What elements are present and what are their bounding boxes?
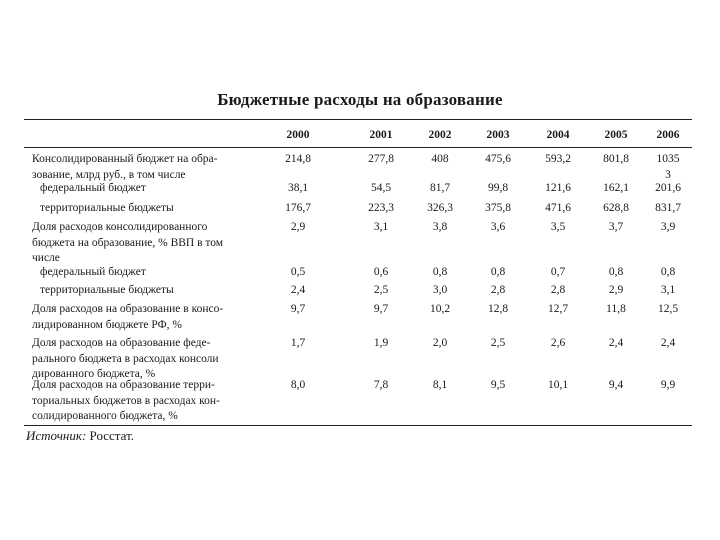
table-cell: 0,7 — [550, 266, 566, 278]
table-cell: 3,0 — [432, 284, 448, 296]
table-cell: 3,9 — [660, 221, 676, 233]
row-label: территориальные бюджеты — [40, 202, 174, 214]
table-cell: 176,7 — [285, 202, 311, 214]
table-cell: 0,8 — [432, 266, 448, 278]
table-cell: 3,8 — [432, 221, 448, 233]
table-cell: 475,6 — [485, 153, 511, 165]
row-label: территориальные бюджеты — [40, 284, 174, 296]
table-cell: 162,1 — [603, 182, 629, 194]
table-cell: 2,4 — [290, 284, 306, 296]
source-note — [26, 428, 134, 444]
year-header: 2000 — [286, 129, 310, 141]
table-cell: 0,5 — [290, 266, 306, 278]
year-header: 2006 — [656, 129, 680, 141]
table-cell: 8,0 — [290, 379, 306, 391]
row-label: федеральный бюджет — [40, 266, 146, 278]
table-cell: 3,1 — [373, 221, 389, 233]
table-cell: 3,7 — [608, 221, 624, 233]
table-cell: 831,7 — [655, 202, 681, 214]
table-cell: 2,4 — [608, 337, 624, 349]
table-cell: 2,8 — [490, 284, 506, 296]
row-label: Доля расходов консолидированного бюджета на образование, % ВВП в том числе — [32, 221, 224, 264]
table-cell: 408 — [431, 153, 449, 165]
year-header: 2004 — [546, 129, 570, 141]
table-cell: 9,5 — [490, 379, 506, 391]
table-top-rule — [24, 119, 692, 120]
table-cell: 375,8 — [485, 202, 511, 214]
row-label: Доля расходов на образование терри- ториальных бюджетов в расходах кон- солидированного бюджета, % — [32, 379, 220, 422]
row-label: Консолидированный бюджет на обра- зование, млрд руб., в том числе — [32, 153, 218, 181]
table-bottom-rule — [24, 425, 692, 426]
table-cell: 277,8 — [368, 153, 394, 165]
table-cell: 0,8 — [660, 266, 676, 278]
table-cell: 2,0 — [432, 337, 448, 349]
table-title: Бюджетные расходы на образование — [217, 90, 503, 109]
table-cell: 1,7 — [290, 337, 306, 349]
table-cell: 2,5 — [373, 284, 389, 296]
row-label: федеральный бюджет — [40, 182, 146, 194]
table-cell: 54,5 — [370, 182, 392, 194]
table-cell: 121,6 — [545, 182, 571, 194]
row-label: Доля расходов на образование феде- рального бюджета в расходах консоли дированного бюджета, % — [32, 337, 219, 380]
table-cell: 1035 3 — [656, 153, 680, 181]
table-cell: 2,9 — [290, 221, 306, 233]
table-cell: 2,4 — [660, 337, 676, 349]
table-cell: 12,5 — [657, 303, 679, 315]
table-cell: 201,6 — [655, 182, 681, 194]
table-cell: 593,2 — [545, 153, 571, 165]
table-cell: 471,6 — [545, 202, 571, 214]
year-header: 2003 — [486, 129, 510, 141]
year-header: 2002 — [428, 129, 452, 141]
table-cell: 214,8 — [285, 153, 311, 165]
table-cell: 2,5 — [490, 337, 506, 349]
table-cell: 3,5 — [550, 221, 566, 233]
table-cell: 0,8 — [490, 266, 506, 278]
table-cell: 99,8 — [487, 182, 509, 194]
table-cell: 801,8 — [603, 153, 629, 165]
table-cell: 12,7 — [547, 303, 569, 315]
table-cell: 11,8 — [606, 303, 626, 315]
table-cell: 0,8 — [608, 266, 624, 278]
table-cell: 9,9 — [660, 379, 676, 391]
table-cell: 9,7 — [290, 303, 306, 315]
table-cell: 2,6 — [550, 337, 566, 349]
table-cell: 3,1 — [660, 284, 676, 296]
table-cell: 628,8 — [603, 202, 629, 214]
table-cell: 9,7 — [373, 303, 389, 315]
table-cell: 223,3 — [368, 202, 394, 214]
table-cell: 9,4 — [608, 379, 624, 391]
table-cell: 1,9 — [373, 337, 389, 349]
table-cell: 7,8 — [373, 379, 389, 391]
table-cell: 0,6 — [373, 266, 389, 278]
source-label: Источник: — [26, 428, 87, 443]
table-cell: 8,1 — [432, 379, 448, 391]
table-cell: 10,2 — [429, 303, 451, 315]
year-header: 2001 — [369, 129, 393, 141]
table-cell: 3,6 — [490, 221, 506, 233]
year-header: 2005 — [604, 129, 628, 141]
table-cell: 10,1 — [547, 379, 569, 391]
table-cell: 326,3 — [427, 202, 453, 214]
header-bottom-rule — [24, 147, 692, 148]
source-value: Росстат. — [89, 428, 135, 443]
table-cell: 12,8 — [487, 303, 509, 315]
table-cell: 38,1 — [287, 182, 309, 194]
table-cell: 2,8 — [550, 284, 566, 296]
table-cell: 81,7 — [429, 182, 451, 194]
table-cell: 2,9 — [608, 284, 624, 296]
row-label: Доля расходов на образование в консо- лидированном бюджете РФ, % — [32, 303, 224, 331]
